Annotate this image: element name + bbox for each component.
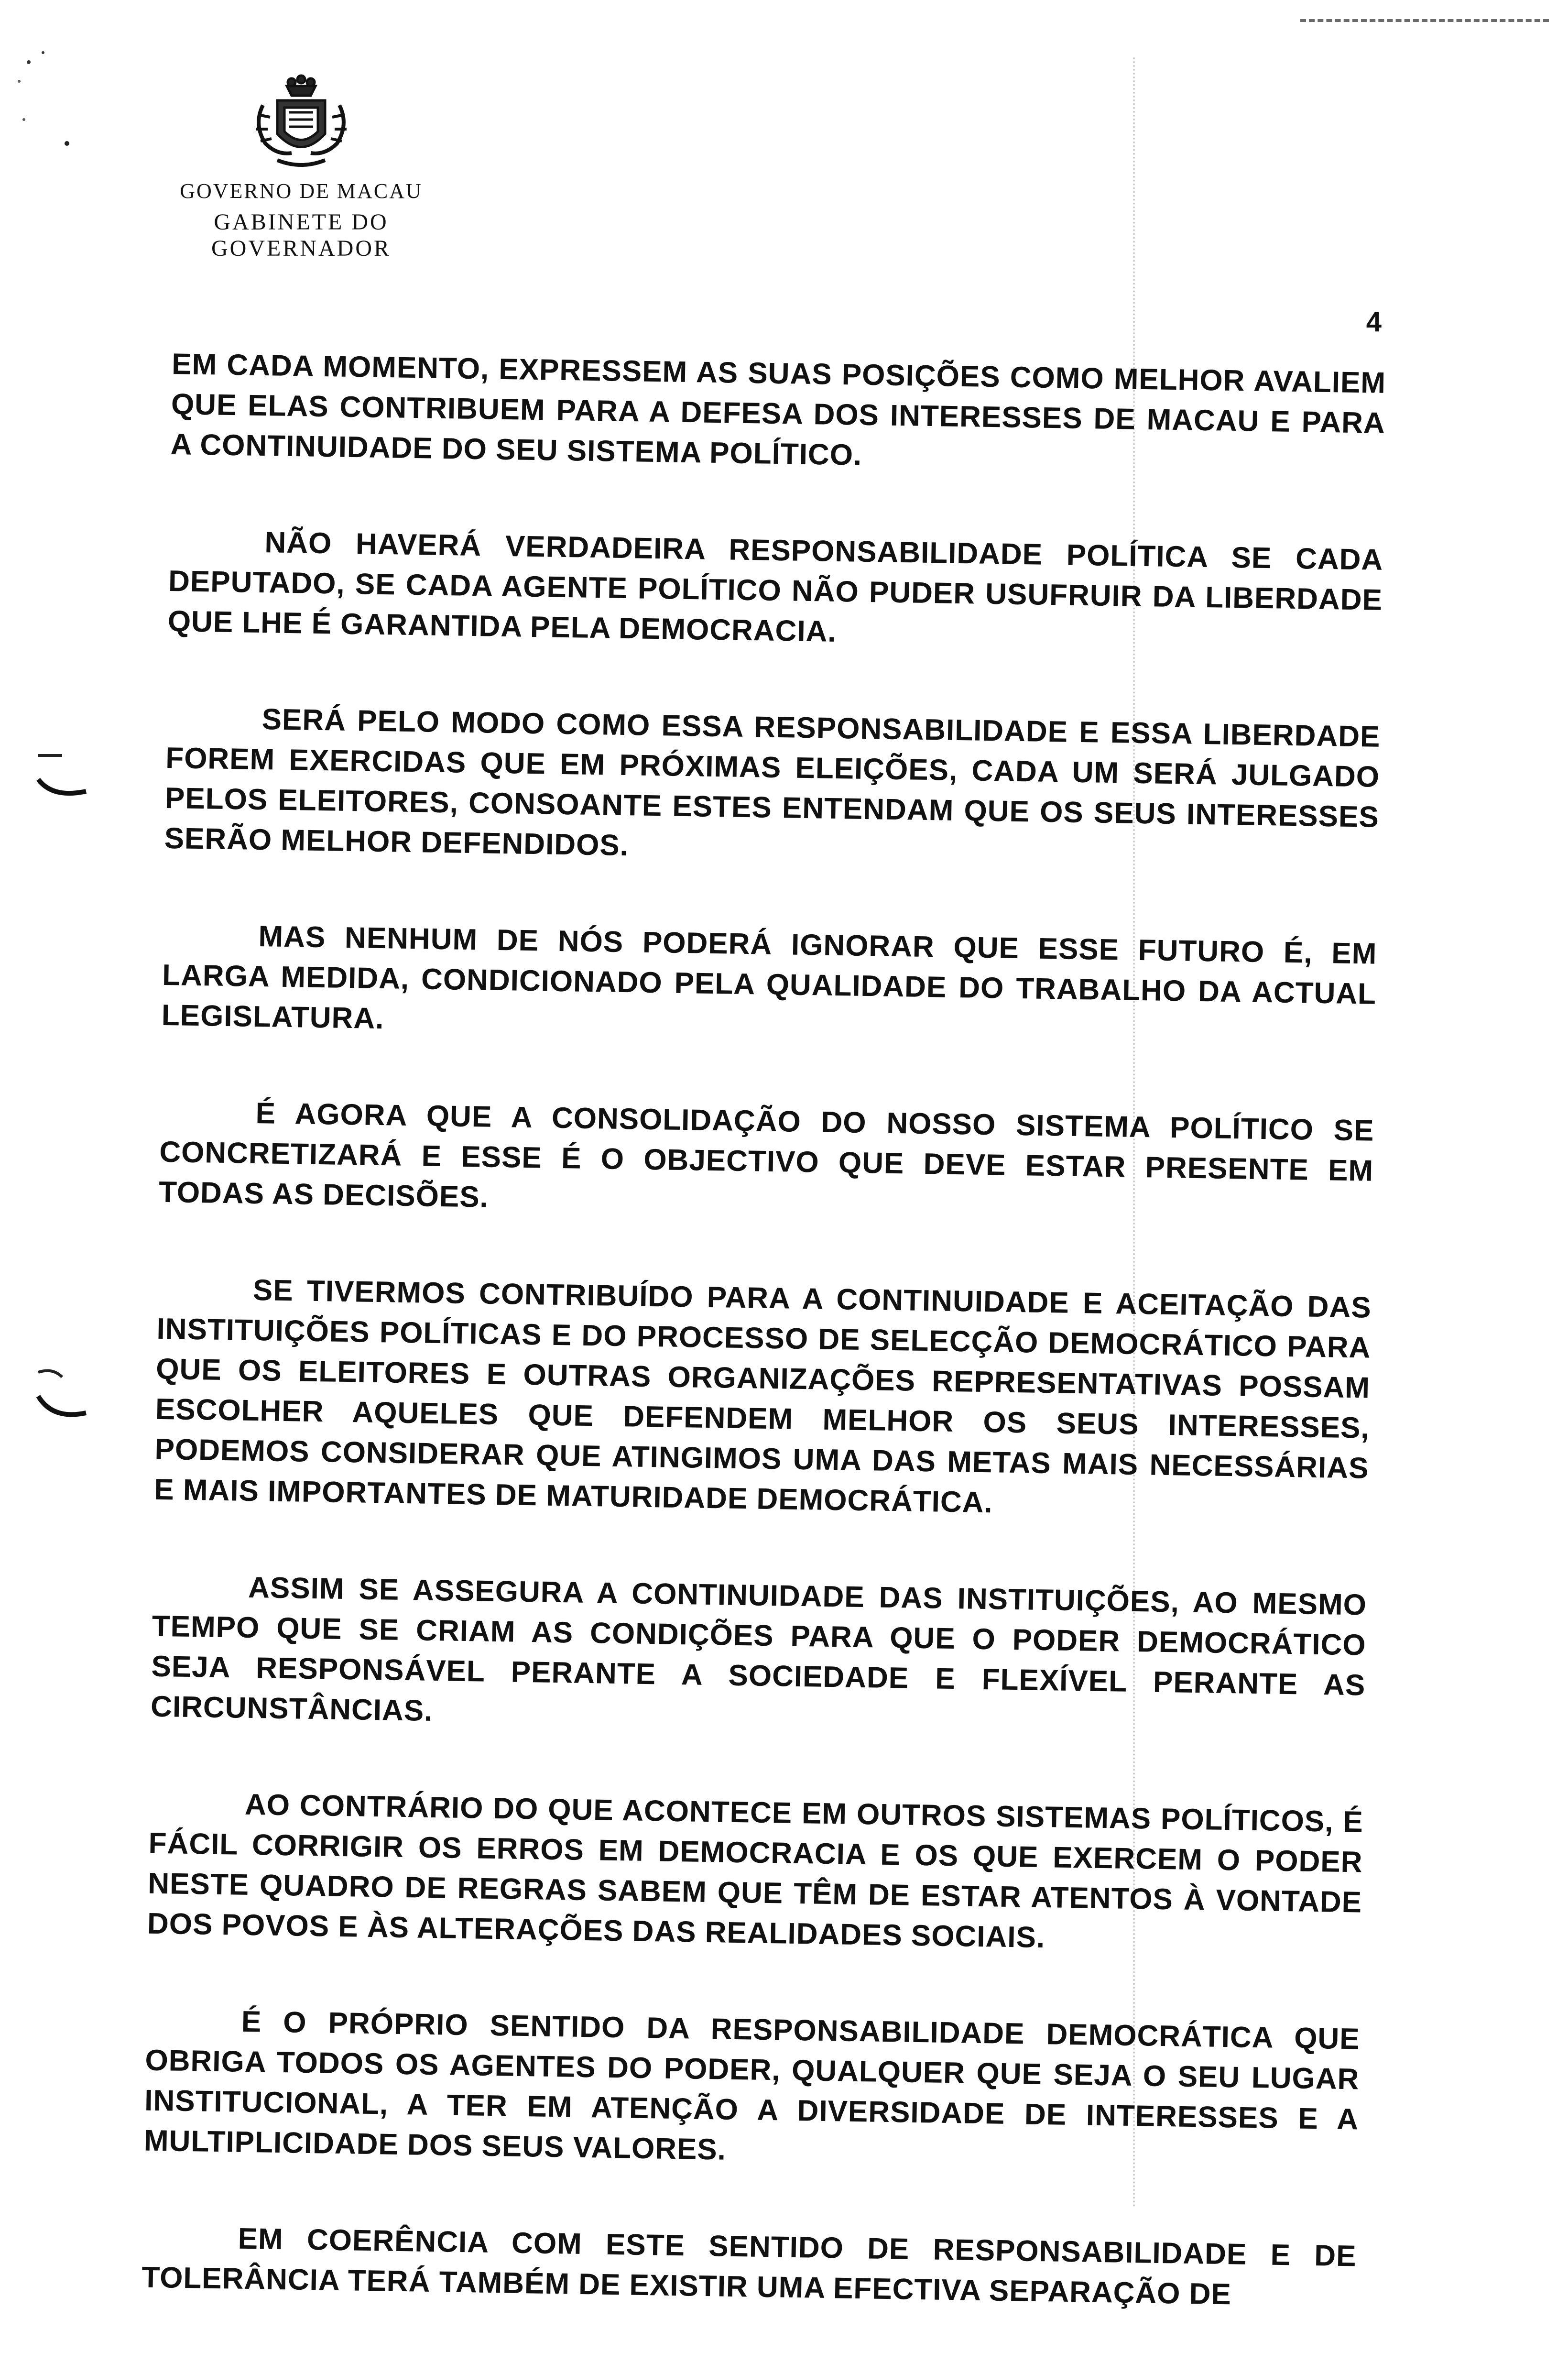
office-name: GABINETE DO GOVERNADOR [211,209,391,261]
paragraph: SERÁ PELO MODO COMO ESSA RESPONSABILIDADE E ESSA LIBERDADE FOREM EXERCIDAS QUE EM PRÓXIMAS ELEIÇÕES, CADA UM SERÁ JULGADO PELOS ELEITORES, CONSOANTE ESTES ENTENDAM QUE OS SEUS INTERESSES SERÃO MELHOR DEFENDIDOS. [164,703,1381,863]
scan-speck-artifact [10,43,76,148]
government-name: GOVERNO DE MACAU [180,179,423,203]
hole-punch-mark [33,1367,91,1425]
page-number: 4 [1366,306,1382,338]
paragraph: É O PRÓPRIO SENTIDO DA RESPONSABILIDADE DEMOCRÁTICA QUE OBRIGA TODOS OS AGENTES DO PODER, QUALQUER QUE SEJA O SEU LUGAR INSTITUCIONAL, A TER EM ATENÇÃO A DIVERSIDADE DE INTERESSES E A MULTIPLICIDADE DOS SEUS VALORES. [143,2005,1361,2166]
paragraph: AO CONTRÁRIO DO QUE ACONTECE EM OUTROS SISTEMAS POLÍTICOS, É FÁCIL CORRIGIR OS ERROS EM DEMOCRACIA E OS QUE EXERCEM O PODER NESTE QUADRO DE REGRAS SABEM QUE TÊM DE ESTAR ATENTOS À VONTADE DOS POVOS E ÀS ALTERAÇÕES DAS REALIDADES SOCIAIS. [147,1788,1364,1955]
paragraph: MAS NENHUM DE NÓS PODERÁ IGNORAR QUE ESSE FUTURO É, EM LARGA MEDIDA, CONDICIONADO PELA QUALIDADE DO TRABALHO DA ACTUAL LEGISLATURA. [161,919,1377,1036]
document-body [141,344,1386,2373]
paragraph: SE TIVERMOS CONTRIBUÍDO PARA A CONTINUIDADE E ACEITAÇÃO DAS INSTITUIÇÕES POLÍTICAS E DO PROCESSO DE SELECÇÃO DEMOCRÁTICO PARA QUE OS ELEITORES E OUTRAS ORGANIZAÇÕES REPRESENTATIVAS POSSAM ESCOLHER AQUELES QUE DEFENDEM MELHOR OS SEUS INTERESSES, PODEMOS CONSIDERAR QUE ATINGIMOS UMA DAS METAS MAIS NECESSÁRIAS E MAIS IMPORTANTES DE MATURIDADE DEMOCRÁTICA. [153,1273,1372,1520]
paragraph: ASSIM SE ASSEGURA A CONTINUIDADE DAS INSTITUIÇÕES, AO MESMO TEMPO QUE SE CRIAM AS CONDIÇÕES PARA QUE O PODER DEMOCRÁTICO SEJA RESPONSÁVEL PERANTE A SOCIEDADE E FLEXÍVEL PERANTE AS CIRCUNSTÂNCIAS. [150,1571,1367,1728]
hole-punch-mark [33,746,91,803]
paragraph: EM COERÊNCIA COM ESTE SENTIDO DE RESPONSABILIDADE E DE TOLERÂNCIA TERÁ TAMBÉM DE EXISTIR UMA EFECTIVA SEPARAÇÃO DE [141,2222,1357,2311]
coat-of-arms-icon [244,72,359,172]
paragraph: EM CADA MOMENTO, EXPRESSEM AS SUAS POSIÇÕES COMO MELHOR AVALIEM QUE ELAS CONTRIBUEM PARA A DEFESA DOS INTERESSES DE MACAU E PARA A CONTINUIDADE DO SEU SISTEMA POLÍTICO. [170,347,1386,472]
scan-dash-artifact [1300,19,1549,22]
paragraph: NÃO HAVERÁ VERDADEIRA RESPONSABILIDADE POLÍTICA SE CADA DEPUTADO, SE CADA AGENTE POLÍTICO NÃO PUDER USUFRUIR DA LIBERDADE QUE LHE É GARANTIDA PELA DEMOCRACIA. [167,526,1383,648]
paragraph: É AGORA QUE A CONSOLIDAÇÃO DO NOSSO SISTEMA POLÍTICO SE CONCRETIZARÁ E ESSE É O OBJECTIVO QUE DEVE ESTAR PRESENTE EM TODAS AS DECISÕES. [158,1096,1375,1214]
letterhead [134,72,468,262]
